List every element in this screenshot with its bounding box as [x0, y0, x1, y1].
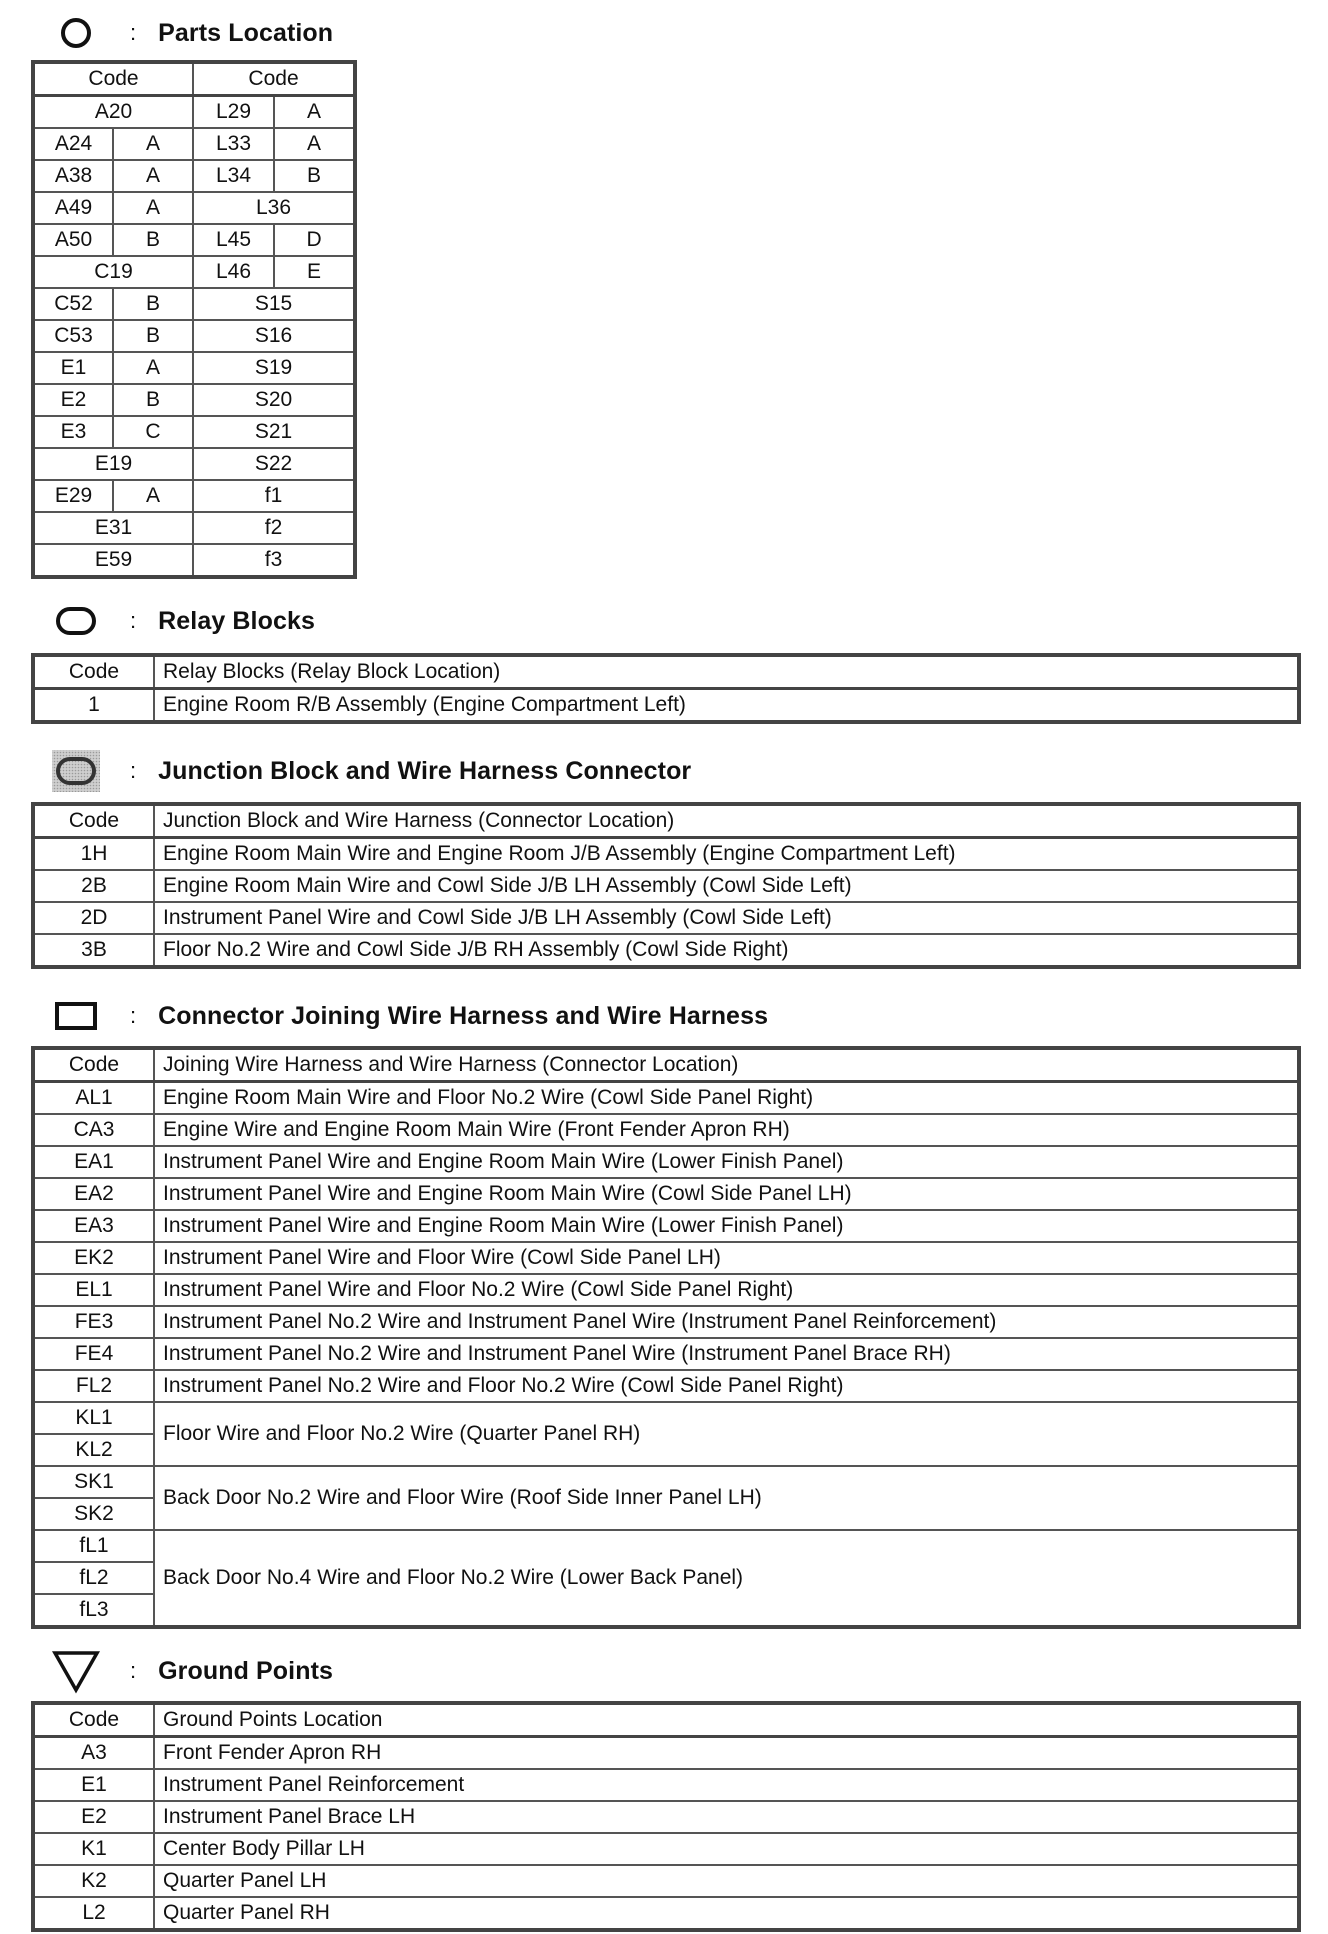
table-row: [33, 1737, 1299, 1770]
desc-cell: Instrument Panel Wire and Cowl Side J/B LH Assembly (Cowl Side Left): [154, 902, 1299, 934]
colon: :: [130, 20, 137, 45]
code-cell: E29: [33, 480, 113, 512]
code-cell: 2D: [33, 902, 154, 934]
ground-points-header: [50, 1648, 333, 1694]
code-cell: KL2: [33, 1434, 154, 1466]
code-cell: S21: [193, 416, 355, 448]
table-header-row: [33, 655, 1299, 689]
section-title: Ground Points: [158, 1656, 334, 1685]
code-cell: E3: [33, 416, 113, 448]
code-cell: L33: [193, 128, 274, 160]
position-cell: E: [274, 256, 355, 288]
position-cell: B: [113, 288, 193, 320]
code-cell: CA3: [33, 1114, 154, 1146]
code-cell: E2: [33, 384, 113, 416]
table-row: [33, 128, 355, 160]
code-cell: A38: [33, 160, 113, 192]
code-cell: EA2: [33, 1178, 154, 1210]
inverted-triangle-icon: [50, 1648, 102, 1694]
code-cell: C19: [33, 256, 193, 288]
table-header-row: [33, 1048, 1299, 1082]
shaded-rounded-rectangle-icon: [50, 748, 102, 794]
code-cell: K2: [33, 1865, 154, 1897]
code-cell: E31: [33, 512, 193, 544]
header-code-cell: Code: [33, 655, 154, 689]
table-row: [33, 192, 355, 224]
desc-cell: Quarter Panel LH: [154, 1865, 1299, 1897]
code-cell: C52: [33, 288, 113, 320]
table-row: [33, 384, 355, 416]
colon: :: [130, 1658, 137, 1683]
section-title: Relay Blocks: [158, 606, 315, 635]
code-cell: FE4: [33, 1338, 154, 1370]
code-cell: E1: [33, 1769, 154, 1801]
section-title: Connector Joining Wire Harness and Wire Harness: [158, 1001, 769, 1030]
table-row: [33, 1865, 1299, 1897]
relay-blocks-table: [31, 653, 1301, 724]
table-row: [33, 320, 355, 352]
table-row: [33, 1274, 1299, 1306]
rounded-rectangle-icon: [50, 598, 102, 644]
code-cell: 1: [33, 689, 154, 723]
position-cell: D: [274, 224, 355, 256]
junction-block-header: [50, 748, 691, 794]
position-cell: A: [274, 96, 355, 129]
connector-joining-header: [50, 993, 768, 1039]
table-row: [33, 1370, 1299, 1402]
desc-cell: Instrument Panel Reinforcement: [154, 1769, 1299, 1801]
desc-cell: Engine Wire and Engine Room Main Wire (Front Fender Apron RH): [154, 1114, 1299, 1146]
table-row: [33, 1801, 1299, 1833]
code-cell: 1H: [33, 838, 154, 871]
code-cell: EA1: [33, 1146, 154, 1178]
code-cell: f3: [193, 544, 355, 577]
desc-cell: Back Door No.2 Wire and Floor Wire (Roof Side Inner Panel LH): [154, 1466, 1299, 1530]
position-cell: A: [113, 160, 193, 192]
table-row: [33, 448, 355, 480]
section-title: Junction Block and Wire Harness Connector: [158, 756, 692, 785]
colon: :: [130, 1003, 137, 1028]
code-cell: 2B: [33, 870, 154, 902]
table-row: [33, 160, 355, 192]
position-cell: A: [274, 128, 355, 160]
table-row: [33, 1242, 1299, 1274]
table-row: [33, 480, 355, 512]
code-cell: L46: [193, 256, 274, 288]
code-cell: S15: [193, 288, 355, 320]
colon: :: [130, 608, 137, 633]
table-row: [33, 870, 1299, 902]
colon: :: [130, 758, 137, 783]
desc-cell: Center Body Pillar LH: [154, 1833, 1299, 1865]
header-cell: Code: [193, 62, 355, 96]
code-cell: E2: [33, 1801, 154, 1833]
table-row: [33, 838, 1299, 871]
header-desc-cell: Junction Block and Wire Harness (Connector Location): [154, 804, 1299, 838]
header-desc-cell: Joining Wire Harness and Wire Harness (Connector Location): [154, 1048, 1299, 1082]
parts-location-header: [50, 10, 333, 56]
table-header-row: [33, 62, 355, 96]
table-row: [33, 689, 1299, 723]
ground-points-table: [31, 1701, 1301, 1932]
code-cell: E59: [33, 544, 193, 577]
position-cell: B: [113, 384, 193, 416]
section-title: Parts Location: [158, 18, 334, 47]
position-cell: A: [113, 128, 193, 160]
desc-cell: Back Door No.4 Wire and Floor No.2 Wire (Lower Back Panel): [154, 1530, 1299, 1627]
desc-cell: Floor Wire and Floor No.2 Wire (Quarter Panel RH): [154, 1402, 1299, 1466]
position-cell: A: [113, 192, 193, 224]
code-cell: S19: [193, 352, 355, 384]
table-row: [33, 1306, 1299, 1338]
code-cell: L29: [193, 96, 274, 129]
table-row: [33, 224, 355, 256]
code-cell: S16: [193, 320, 355, 352]
code-cell: fL2: [33, 1562, 154, 1594]
desc-cell: Engine Room Main Wire and Cowl Side J/B LH Assembly (Cowl Side Left): [154, 870, 1299, 902]
table-header-row: [33, 1703, 1299, 1737]
position-cell: A: [113, 352, 193, 384]
header-desc-cell: Relay Blocks (Relay Block Location): [154, 655, 1299, 689]
table-row: [33, 1338, 1299, 1370]
header-code-cell: Code: [33, 1703, 154, 1737]
desc-cell: Instrument Panel No.2 Wire and Instrument Panel Wire (Instrument Panel Brace RH): [154, 1338, 1299, 1370]
table-row: [33, 256, 355, 288]
table-row: [33, 902, 1299, 934]
table-row: [33, 352, 355, 384]
connector-joining-table: [31, 1046, 1301, 1629]
relay-blocks-header: [50, 598, 315, 644]
desc-cell: Front Fender Apron RH: [154, 1737, 1299, 1770]
desc-cell: Instrument Panel Wire and Engine Room Main Wire (Cowl Side Panel LH): [154, 1178, 1299, 1210]
table-row: [33, 1530, 1299, 1562]
desc-cell: Instrument Panel Wire and Engine Room Main Wire (Lower Finish Panel): [154, 1210, 1299, 1242]
position-cell: B: [113, 320, 193, 352]
code-cell: K1: [33, 1833, 154, 1865]
table-row: [33, 288, 355, 320]
code-cell: L2: [33, 1897, 154, 1930]
code-cell: EL1: [33, 1274, 154, 1306]
desc-cell: Instrument Panel Wire and Floor Wire (Cowl Side Panel LH): [154, 1242, 1299, 1274]
desc-cell: Instrument Panel Brace LH: [154, 1801, 1299, 1833]
code-cell: S22: [193, 448, 355, 480]
desc-cell: Instrument Panel No.2 Wire and Floor No.2 Wire (Cowl Side Panel Right): [154, 1370, 1299, 1402]
position-cell: B: [113, 224, 193, 256]
code-cell: A20: [33, 96, 193, 129]
table-row: [33, 1769, 1299, 1801]
desc-cell: Engine Room R/B Assembly (Engine Compartment Left): [154, 689, 1299, 723]
code-cell: AL1: [33, 1082, 154, 1115]
table-row: [33, 96, 355, 129]
junction-block-table: [31, 802, 1301, 969]
table-row: [33, 1897, 1299, 1930]
code-cell: A3: [33, 1737, 154, 1770]
code-cell: fL1: [33, 1530, 154, 1562]
header-code-cell: Code: [33, 804, 154, 838]
desc-cell: Engine Room Main Wire and Floor No.2 Wire (Cowl Side Panel Right): [154, 1082, 1299, 1115]
code-cell: SK2: [33, 1498, 154, 1530]
code-cell: A49: [33, 192, 113, 224]
code-cell: f2: [193, 512, 355, 544]
table-row: [33, 1402, 1299, 1434]
code-cell: FE3: [33, 1306, 154, 1338]
table-row: [33, 1178, 1299, 1210]
table-row: [33, 1210, 1299, 1242]
code-cell: L45: [193, 224, 274, 256]
code-cell: fL3: [33, 1594, 154, 1627]
position-cell: C: [113, 416, 193, 448]
table-row: [33, 416, 355, 448]
code-cell: FL2: [33, 1370, 154, 1402]
code-cell: S20: [193, 384, 355, 416]
table-row: [33, 544, 355, 577]
code-cell: 3B: [33, 934, 154, 967]
table-row: [33, 1114, 1299, 1146]
code-cell: SK1: [33, 1466, 154, 1498]
code-cell: E1: [33, 352, 113, 384]
code-cell: L34: [193, 160, 274, 192]
table-header-row: [33, 804, 1299, 838]
code-cell: C53: [33, 320, 113, 352]
code-cell: L36: [193, 192, 355, 224]
position-cell: A: [113, 480, 193, 512]
circle-icon: [50, 10, 102, 56]
code-cell: A24: [33, 128, 113, 160]
desc-cell: Quarter Panel RH: [154, 1897, 1299, 1930]
desc-cell: Engine Room Main Wire and Engine Room J/B Assembly (Engine Compartment Left): [154, 838, 1299, 871]
code-cell: A50: [33, 224, 113, 256]
desc-cell: Instrument Panel Wire and Engine Room Main Wire (Lower Finish Panel): [154, 1146, 1299, 1178]
table-row: [33, 1146, 1299, 1178]
code-cell: f1: [193, 480, 355, 512]
table-row: [33, 934, 1299, 967]
code-cell: EK2: [33, 1242, 154, 1274]
table-row: [33, 1082, 1299, 1115]
header-code-cell: Code: [33, 1048, 154, 1082]
parts-location-table: [31, 60, 357, 579]
code-cell: EA3: [33, 1210, 154, 1242]
table-row: [33, 512, 355, 544]
desc-cell: Floor No.2 Wire and Cowl Side J/B RH Assembly (Cowl Side Right): [154, 934, 1299, 967]
code-cell: E19: [33, 448, 193, 480]
rectangle-icon: [50, 993, 102, 1039]
desc-cell: Instrument Panel No.2 Wire and Instrument Panel Wire (Instrument Panel Reinforcement): [154, 1306, 1299, 1338]
table-row: [33, 1833, 1299, 1865]
code-cell: KL1: [33, 1402, 154, 1434]
header-cell: Code: [33, 62, 193, 96]
position-cell: B: [274, 160, 355, 192]
header-desc-cell: Ground Points Location: [154, 1703, 1299, 1737]
table-row: [33, 1466, 1299, 1498]
desc-cell: Instrument Panel Wire and Floor No.2 Wire (Cowl Side Panel Right): [154, 1274, 1299, 1306]
